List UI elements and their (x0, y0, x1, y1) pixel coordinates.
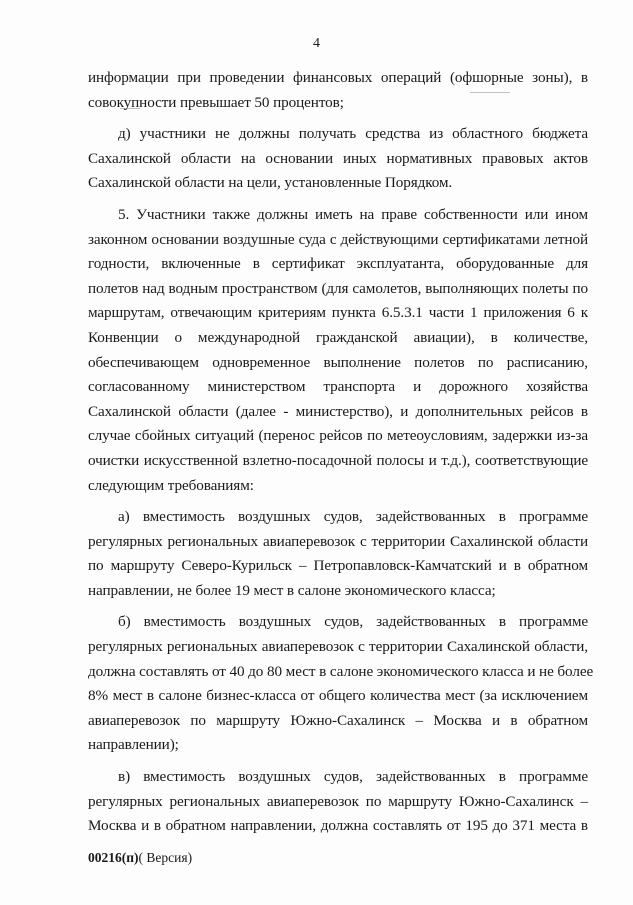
text-line: годности, включенные в сертификат эксплуатанта, оборудованные для (88, 255, 588, 273)
text-line: совокупности превышает 50 процентов; (88, 93, 344, 111)
document-code: 00216(п) (88, 850, 139, 865)
paragraph (88, 122, 588, 196)
text-line: согласованному министерством транспорта и дорожного хозяйства (88, 378, 588, 396)
text-line: следующим требованиям: (88, 476, 254, 494)
text-line: законном основании воздушные суда с действующими сертификатами летной (88, 230, 588, 248)
paragraph (88, 610, 594, 758)
text-line: Сахалинской области на основании иных нормативных правовых актов (88, 149, 588, 167)
text-line: Сахалинской области (далее - министерство), и дополнительных рейсов в (88, 402, 588, 420)
paragraph (88, 203, 588, 498)
text-line: обеспечивающем одновременное выполнение полетов по расписанию, (88, 353, 588, 371)
text-line: а) вместимость воздушных судов, задействованных в программе (118, 508, 588, 526)
text-line: направлении); (88, 736, 179, 754)
text-line: должна составлять от 40 до 80 мест в салоне экономического класса и не более (88, 662, 594, 680)
text-line: д) участники не должны получать средства из областного бюджета (118, 125, 588, 143)
text-line: регулярных региональных авиаперевозок с территории Сахалинской области, (88, 638, 588, 656)
text-line: направлении, не более 19 мест в салоне экономического класса; (88, 581, 496, 599)
paragraph (88, 505, 588, 603)
text-line: б) вместимость воздушных судов, задействованных в программе (118, 613, 588, 631)
document-body (88, 66, 594, 846)
text-line: в) вместимость воздушных судов, задействованных в программе (118, 768, 588, 786)
text-line: информации при проведении финансовых операций (офшорные зоны), в (88, 69, 588, 86)
text-line: очистки искусственной взлетно-посадочной полосы и т.д.), соответствующие (88, 451, 588, 469)
document-footer (88, 850, 192, 866)
paragraph (88, 66, 588, 115)
text-line: маршрутам, отвечающим критериям пункта 6.5.3.1 части 1 приложения 6 к (88, 304, 588, 322)
text-line: авиаперевозок по маршруту Южно-Сахалинск – Москва и в обратном (88, 711, 588, 729)
page-number: 4 (313, 36, 320, 51)
text-line: Конвенции о международной гражданской авиации), в количестве, (88, 328, 588, 346)
version-label: ( Версия) (138, 850, 193, 865)
text-line: регулярных региональных авиаперевозок по маршруту Южно-Сахалинск – (88, 792, 588, 810)
text-line: регулярных региональных авиаперевозок с территории Сахалинской области (88, 532, 588, 550)
text-line: случае сбойных ситуаций (перенос рейсов по метеоусловиям, задержки из-за (88, 427, 588, 445)
text-line: по маршруту Северо-Курильск – Петропавловск-Камчатский и в обратном (88, 557, 588, 575)
text-line: 5. Участники также должны иметь на праве собственности или ином (118, 205, 588, 223)
paragraph (88, 765, 588, 839)
text-line: Москва и в обратном направлении, должна составлять от 195 до 371 места в (88, 817, 588, 835)
text-line: полетов над водным пространством (для самолетов, выполняющих полеты по (88, 279, 588, 297)
text-line: Сахалинской области на цели, установленные Порядком. (88, 174, 453, 192)
text-line: 8% мест в салоне бизнес-класса от общего количества мест (за исключением (88, 687, 588, 705)
